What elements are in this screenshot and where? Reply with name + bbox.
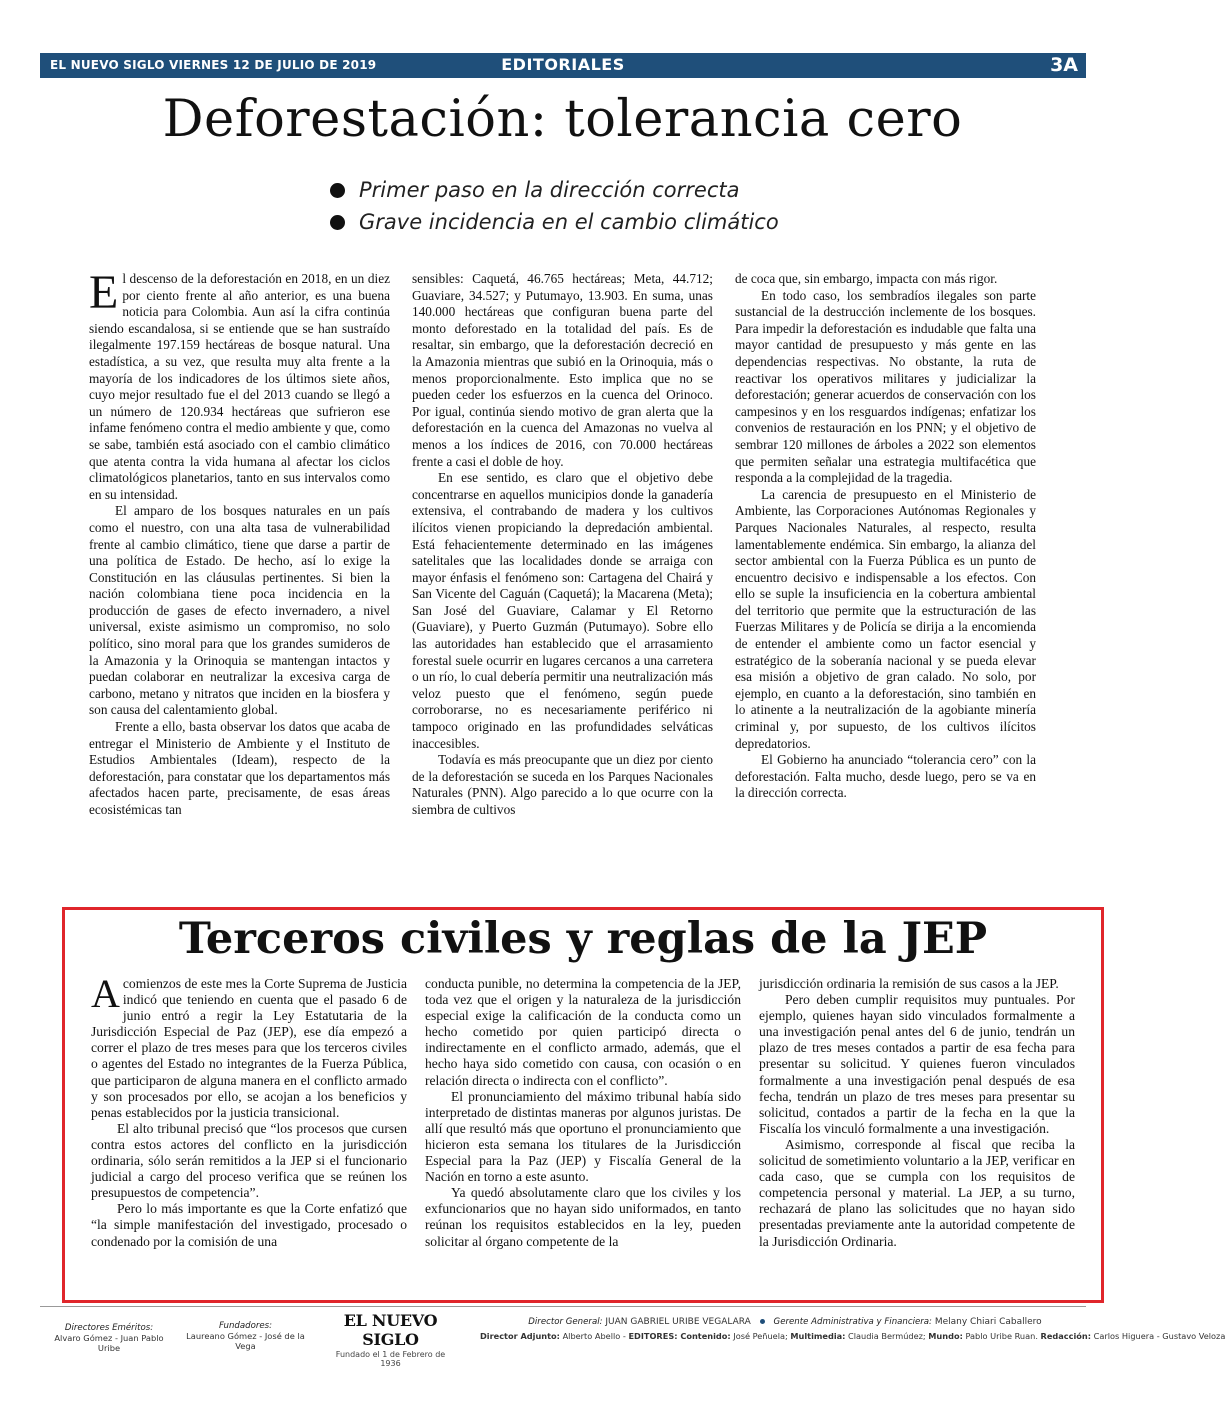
editorial-2-column-1 (91, 971, 407, 1296)
paragraph: Pero deben cumplir requisitos muy puntuales. Por ejemplo, quienes hayan sido vinculados formalmente a una investigación penal antes del 6 de junio, tendrán un plazo de tres meses contados a partir de esa fecha para presentar su solicitud. Y quienes fueron vinculados formalmente a una investigación penal después de esa fecha, tendrán un plazo de tres meses para presentar su solicitud, contados a partir de la fecha en la que la Fiscalía los vinculó formalmente a una investigación. (759, 992, 1075, 1136)
paragraph: sensibles: Caquetá, 46.765 hectáreas; Meta, 44.712; Guaviare, 34.527; y Putumayo, 13.903. En suma, unas 140.000 hectáreas que configuran buena parte del monto deforestado en la totalidad del país. Es de resaltar, sin embargo, que la deforestación decreció en la Amazonia mientras que subió en la Orinoquia, más o menos proporcionalmente. Esto implica que no se pueden ceder los esfuerzos en la cuenca del Orinoco. Por igual, continúa siendo motivo de gran alerta que la deforestación en la cuenca del Amazonas no vuelva al menos a los índices de 2016, con 70.000 hectáreas frente a casi el doble de hoy. (412, 271, 713, 469)
editorial-2-column-2 (425, 976, 741, 1296)
editorial-2-title: Terceros civiles y reglas de la JEP (178, 914, 988, 964)
drop-cap: E (89, 266, 119, 319)
editorial-1-body (89, 266, 1036, 893)
footer-credits (480, 1317, 1225, 1341)
subhead-2 (330, 206, 890, 238)
paragraph: En ese sentido, es claro que el objetivo debe concentrarse en aquellos municipios donde la ganadería extensiva, el contrabando de madera y los cultivos ilícitos vienen propiciando la depredación ambiental. Está fehacientemente determinado en las imágenes satelitales que las localidades donde se arraiga con mayor énfasis el fenómeno son: Cartagena del Chairá y San Vicente del Caguán (Caquetá); la Macarena (Meta); San José del Guaviare, Calamar y El Retorno (Guaviare), y Puerto Guzmán (Putumayo). Sobre ello las autoridades han establecido que el arrasamiento forestal suele ocurrir en lugares cercanos a una carretera o un río, lo cual debería permitir una neutralización más veloz puesto que el fenómeno, según puede corroborarse, no es necesariamente periférico ni tampoco originado en las profundidades selváticas inaccesibles. (412, 470, 713, 751)
section-title: EDITORIALES (501, 55, 625, 74)
editorial-2-box (62, 907, 1104, 1303)
paragraph: En todo caso, los sembradíos ilegales son parte sustancial de la destrucción inclemente de los bosques. Para impedir la deforestación es indudable que falta una mayor cantidad de presupuesto y más gente en las dependencias respectivas. No obstante, la ruta de reactivar los operativos militares y judicializar la deforestación; generar acuerdos de conservación con los campesinos y en los resguardos indígenas; enfatizar los convenios de restauración en los PNN; y el objetivo de sembrar 120 millones de árboles a 2022 son elementos que permiten señalar una estrategia multifacética que responda a la complejidad de la tragedia. (735, 287, 1036, 486)
fundadores-label: Fundadores: (218, 1321, 273, 1331)
paragraph: Frente a ello, basta observar los datos que acaba de entregar el Ministerio de Ambiente y el Instituto de Estudios Ambientales (Ideam), respecto de la deforestación, para constatar que los departamentos más afectados hacen parte, precisamente, de esas áreas ecosistémicas tan (89, 719, 390, 817)
paragraph: Pero lo más importante es que la Corte enfatizó que “la simple manifestación del investigado, procesado o condenado por la comisión de una (91, 1201, 407, 1249)
editorial-2-body (91, 971, 1075, 1296)
logo-text: EL NUEVO SIGLO (343, 1311, 438, 1349)
paragraph: Todavía es más preocupante que un diez por ciento de la deforestación se suceda en los Parques Nacionales Naturales (PNN). Algo parecido a lo que ocurre con la siembra de cultivos (412, 752, 713, 817)
paragraph: de coca que, sin embargo, impacta con más rigor. (735, 271, 998, 286)
editorial-1-column-3 (735, 271, 1036, 893)
drop-cap: A (91, 971, 120, 1016)
editorial-1-column-1 (89, 266, 390, 893)
paragraph: El descenso de la deforestación en 2018, en un diez por ciento frente al año anterior, es una buena noticia para Colombia. Aun así la cifra continúa siendo escandalosa, si se entiende que se han sustraído ilegalmente 197.159 hectáreas de bosque natural. Una estadística, a su vez, que resulta muy alta frente a la mayoría de los indicadores de los últimos siete años, cuyo mejor resultado fue el del 2013 cuando se llegó a un número de 120.934 hectáreas que sufrieron ese infame fenómeno contra el medio ambiente y que, como se sabe, también está asociado con el cambio climático que atenta contra la vida humana al afectar los ciclos climatológicos planetarios, tanto en sus intervalos como en su intensidad. (89, 266, 390, 502)
editorial-1-column-2 (412, 271, 713, 893)
bullet-icon (330, 215, 345, 230)
paragraph: conducta punible, no determina la competencia de la JEP, toda vez que el origen y la naturaleza de la jurisdicción especial exige la calificación de la conducta como un hecho cometido por quien participó directa o indirectamente en el conflicto armado, además, que el hecho haya sido cometido con causa, con ocasión o en relación directa o indirecta con el conflicto”. (425, 976, 741, 1088)
subhead-text: Grave incidencia en el cambio climático (359, 210, 779, 234)
paragraph: jurisdicción ordinaria la remisión de sus casos a la JEP. (759, 976, 1059, 991)
founded-date: Fundado el 1 de Febrero de 1936 (335, 1350, 446, 1368)
bullet-icon (330, 183, 345, 198)
fundadores-names: Laureano Gómez - José de la Vega (186, 1331, 305, 1351)
masthead (40, 53, 1086, 78)
footer-directores (44, 1323, 174, 1353)
masthead-date: EL NUEVO SIGLO VIERNES 12 DE JULIO DE 2019 (50, 58, 377, 72)
paragraph: El pronunciamiento del máximo tribunal había sido interpretado de distintas maneras por algunos juristas. De allí que resultó más que oportuno el pronunciamiento que hicieron esta semana los titulares de la Jurisdicción Especial para la Paz (JEP) y Fiscalía General de la Nación en torno a este asunto. (425, 1088, 741, 1185)
paragraph: El amparo de los bosques naturales en un país como el nuestro, con una alta tasa de vulnerabilidad frente al cambio climático, tiene que darse a partir de una política de Estado. De hecho, así lo exige la Constitución en las cláusulas pertinentes. Si bien la nación colombiana tiene poca incidencia en la producción de gases de efecto invernadero, a nivel universal, existe asimismo un compromiso, no solo político, sino moral para que los grandes sumideros de la Amazonia y la Orinoquia se mantengan intactos y puedan colaborar en neutralizar la excesiva carga de carbono, metano y nitratos que inciden en la biosfera y son causa del calentamiento global. (89, 503, 390, 718)
subhead-text: Primer paso en la dirección correcta (359, 178, 740, 202)
paragraph: Asimismo, corresponde al fiscal que reciba la solicitud de sometimiento voluntario a la JEP, verificar en cada caso, que se cumpla con los requisitos de competencia personal y material. La JEP, a su turno, rechazará de plano las solicitudes que no hayan sido presentadas previamente ante la autoridad competente de la Jurisdicción Ordinaria. (759, 1136, 1075, 1249)
paragraph: Acomienzos de este mes la Corte Suprema de Justicia indicó que teniendo en cuenta que el pasado 6 de junio entró a regir la Ley Estatutaria de la Jurisdicción Especial de Paz (JEP), ese día empezó a correr el plazo de tres meses para que los terceros civiles o agentes del Estado no integrantes de la Fuerza Pública, que participaron de alguna manera en el conflicto armado y son procesados por ello, se acojan a los beneficios y penas establecidos por la justicia transicional. (91, 971, 407, 1120)
page-number: 3A (1050, 54, 1078, 76)
editorial-2-column-3 (759, 976, 1075, 1296)
footer-fundadores (178, 1321, 313, 1351)
footer-divider (40, 1306, 1086, 1307)
paragraph: El alto tribunal precisó que “los procesos que cursen contra estos actores del conflicto en la jurisdicción ordinaria, sólo serán remitidos a la JEP si el funcionario judicial a cargo del proceso verifica que se reúnen los presupuestos de competencia”. (91, 1120, 407, 1201)
paragraph: Ya quedó absolutamente claro que los civiles y los exfuncionarios que no hayan sido uniformados, en tanto reúnan los requisitos establecidos en la ley, pueden solicitar al órgano competente de la (425, 1185, 741, 1249)
newspaper-logo (328, 1311, 453, 1368)
credits-row-1: Director General: JUAN GABRIEL URIBE VEGALARA Gerente Administrativa y Financiera: Melany Chiari Caballero (528, 1317, 1042, 1327)
credits-row-2: Director Adjunto: Alberto Abello - EDITORES: Contenido: José Peñuela; Multimedia: Claudia Bermúdez; Mundo: Pablo Uribe Ruan. Redacción: Carlos Higuera - Gustavo Veloza (480, 1331, 1225, 1341)
paragraph: El Gobierno ha anunciado “tolerancia cero” con la deforestación. Falta mucho, desde luego, pero se va en la dirección correcta. (735, 752, 1036, 801)
separator-dot-icon (760, 1319, 765, 1324)
paragraph: La carencia de presupuesto en el Ministerio de Ambiente, las Corporaciones Autónomas Regionales y Parques Nacionales Naturales, al respecto, resulta lamentablemente endémica. Sin embargo, la alianza del sector ambiental con la Fuerza Pública es un punto de encuentro decisivo e indispensable a los efectos. Con ello se suple la insuficiencia en la cobertura ambiental del territorio que permite que la estructuración de las Fuerzas Militares y de Policía se dirija a la encomienda de entender el ambiente como un factor esencial y estratégico de la soberanía nacional y se pueda elevar esa misión a objetivo de gran calado. No solo, por ejemplo, en cuanto a la deforestación, sino también en lo atinente a la neutralización de la agobiante minería criminal y, por supuesto, de los cultivos ilícitos depredatorios. (735, 486, 1036, 751)
directores-names: Alvaro Gómez - Juan Pablo Uribe (54, 1333, 164, 1353)
directores-label: Directores Eméritos: (64, 1323, 154, 1333)
subhead-1 (330, 174, 890, 206)
editorial-1-title: Deforestación: tolerancia cero (162, 90, 963, 149)
editorial-1-subheads (330, 174, 890, 238)
